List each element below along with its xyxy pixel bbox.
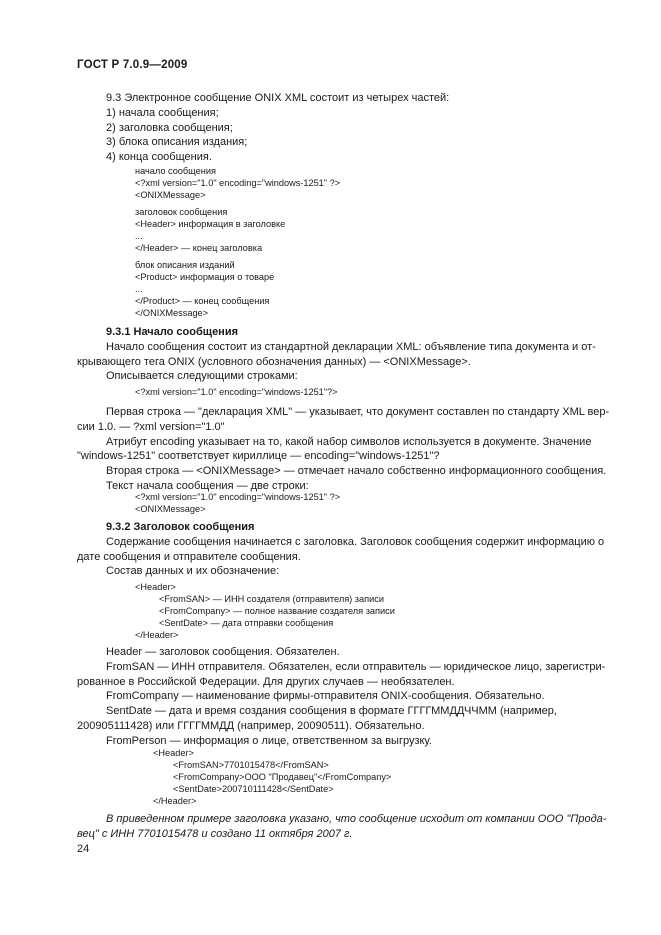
definition-line: 200905111428) или ГГГГММДД (например, 20090511). Обязательно.	[77, 719, 425, 732]
paragraph: Вторая строка — <ONIXMessage> — отмечает начало собственно информационного сообщения.	[106, 465, 607, 478]
header-field-definitions	[77, 645, 616, 749]
note-line: В приведенном примере заголовка указано, что сообщение исходит от компании ООО "Прода-	[106, 813, 607, 825]
list-item: 4) конца сообщения.	[106, 151, 212, 164]
code-line: </Header>	[153, 795, 197, 806]
code-line: </Header>	[135, 629, 179, 640]
code-line: </Header> — конец заголовка	[135, 242, 263, 253]
paragraph-line: Содержание сообщения начинается с заголовка. Заголовок сообщения содержит информацию о	[106, 535, 605, 548]
code-line: <FromSAN>7701015478</FromSAN>	[173, 759, 329, 770]
code-line: <Product> информация о товаре	[135, 272, 275, 283]
code-line: <ONIXMessage>	[135, 189, 206, 200]
code-line: <FromCompany>ООО "Продавец"</FromCompany>	[173, 771, 392, 782]
code-block-xml-declaration	[77, 387, 616, 399]
section-heading: 9.3.2 Заголовок сообщения	[106, 521, 255, 533]
paragraph-line: Начало сообщения состоит из стандартной декларации XML: объявление типа документа и от-	[106, 340, 596, 353]
page-number: 24	[77, 843, 90, 855]
definition: FromPerson — информация о лице, ответственном за выгрузку.	[106, 734, 432, 747]
code-line: ...	[135, 284, 143, 295]
code-block-header-example	[77, 748, 616, 808]
code-line: <ONIXMessage>	[135, 503, 206, 514]
definition-line: FromSAN — ИНН отправителя. Обязателен, если отправитель — юридическое лицо, зарегистри-	[106, 660, 606, 673]
structure-code-block	[77, 166, 616, 320]
code-line: <Header>	[153, 748, 194, 758]
code-block-message-start	[77, 492, 616, 516]
list-item: 3) блока описания издания;	[106, 136, 248, 149]
section-931	[77, 325, 616, 384]
paragraph: Текст начала сообщения — две строки:	[106, 479, 309, 492]
code-line: <FromCompany> — полное название создателя записи	[159, 605, 395, 616]
code-line: начало сообщения	[135, 166, 216, 176]
paragraph: Состав данных и их обозначение:	[106, 565, 280, 578]
paragraph-line: дате сообщения и отправителе сообщения.	[77, 550, 301, 563]
list-item: 2) заголовка сообщения;	[106, 121, 233, 134]
document-header: ГОСТ Р 7.0.9—2009	[77, 59, 188, 71]
code-line: <?xml version="1.0" encoding="windows-1251"?>	[135, 387, 338, 397]
code-line: <SentDate>200710111428</SentDate>	[173, 783, 334, 794]
paragraph-line: Первая строка — "декларация XML" — указывает, что документ составлен по стандарту XML вер-	[106, 406, 610, 418]
code-line: <Header> информация в заголовке	[135, 219, 286, 230]
note-line: вец" с ИНН 7701015478 и создано 11 октября 2007 г.	[77, 827, 353, 840]
definition-line: рованное в Российской Федерации. Для других случаев — необязателен.	[77, 675, 455, 688]
definition-line: SentDate — дата и время создания сообщения в формате ГГГГММДДЧЧММ (например,	[106, 705, 557, 718]
code-line: ...	[135, 231, 143, 242]
paragraph-line: Атрибут encoding указывает на то, какой набор символов используется в документе. Значение	[106, 435, 592, 448]
code-line: </ONIXMessage>	[135, 307, 209, 318]
code-line: заголовок сообщения	[135, 207, 228, 218]
paragraph-line: крывающего тега ONIX (условного обозначения данных) — <ONIXMessage>.	[77, 355, 471, 368]
intro-section	[77, 91, 616, 165]
code-line: <FromSAN> — ИНН создателя (отправителя) записи	[159, 593, 384, 604]
definition: FromCompany — наименование фирмы-отправителя ONIX-сообщения. Обязательно.	[106, 690, 545, 703]
paragraph-line: сии 1.0. — ?xml version="1.0"	[77, 420, 225, 433]
code-line: <Header>	[135, 582, 176, 592]
code-block-header-structure	[77, 582, 616, 642]
example-note	[77, 812, 616, 842]
section-heading: 9.3.1 Начало сообщения	[106, 326, 239, 338]
code-line: блок описания изданий	[135, 260, 235, 271]
code-line: <?xml version="1.0" encoding="windows-1251" ?>	[135, 177, 341, 188]
section-932	[77, 520, 616, 579]
paragraph-line: "windows-1251" соответствует кириллице — encoding="windows-1251"?	[77, 450, 440, 463]
code-line: <?xml version="1.0" encoding="windows-1251" ?>	[135, 492, 341, 502]
code-line: </Product> — конец сообщения	[135, 296, 270, 307]
section-931-body	[77, 405, 616, 494]
paragraph: Описывается следующими строками:	[106, 370, 298, 383]
list-item: 1) начала сообщения;	[106, 106, 219, 119]
definition: Header — заголовок сообщения. Обязателен.	[106, 646, 340, 658]
intro-lead: 9.3 Электронное сообщение ONIX XML состоит из четырех частей:	[106, 92, 450, 104]
code-line: <SentDate> — дата отправки сообщения	[159, 617, 334, 628]
